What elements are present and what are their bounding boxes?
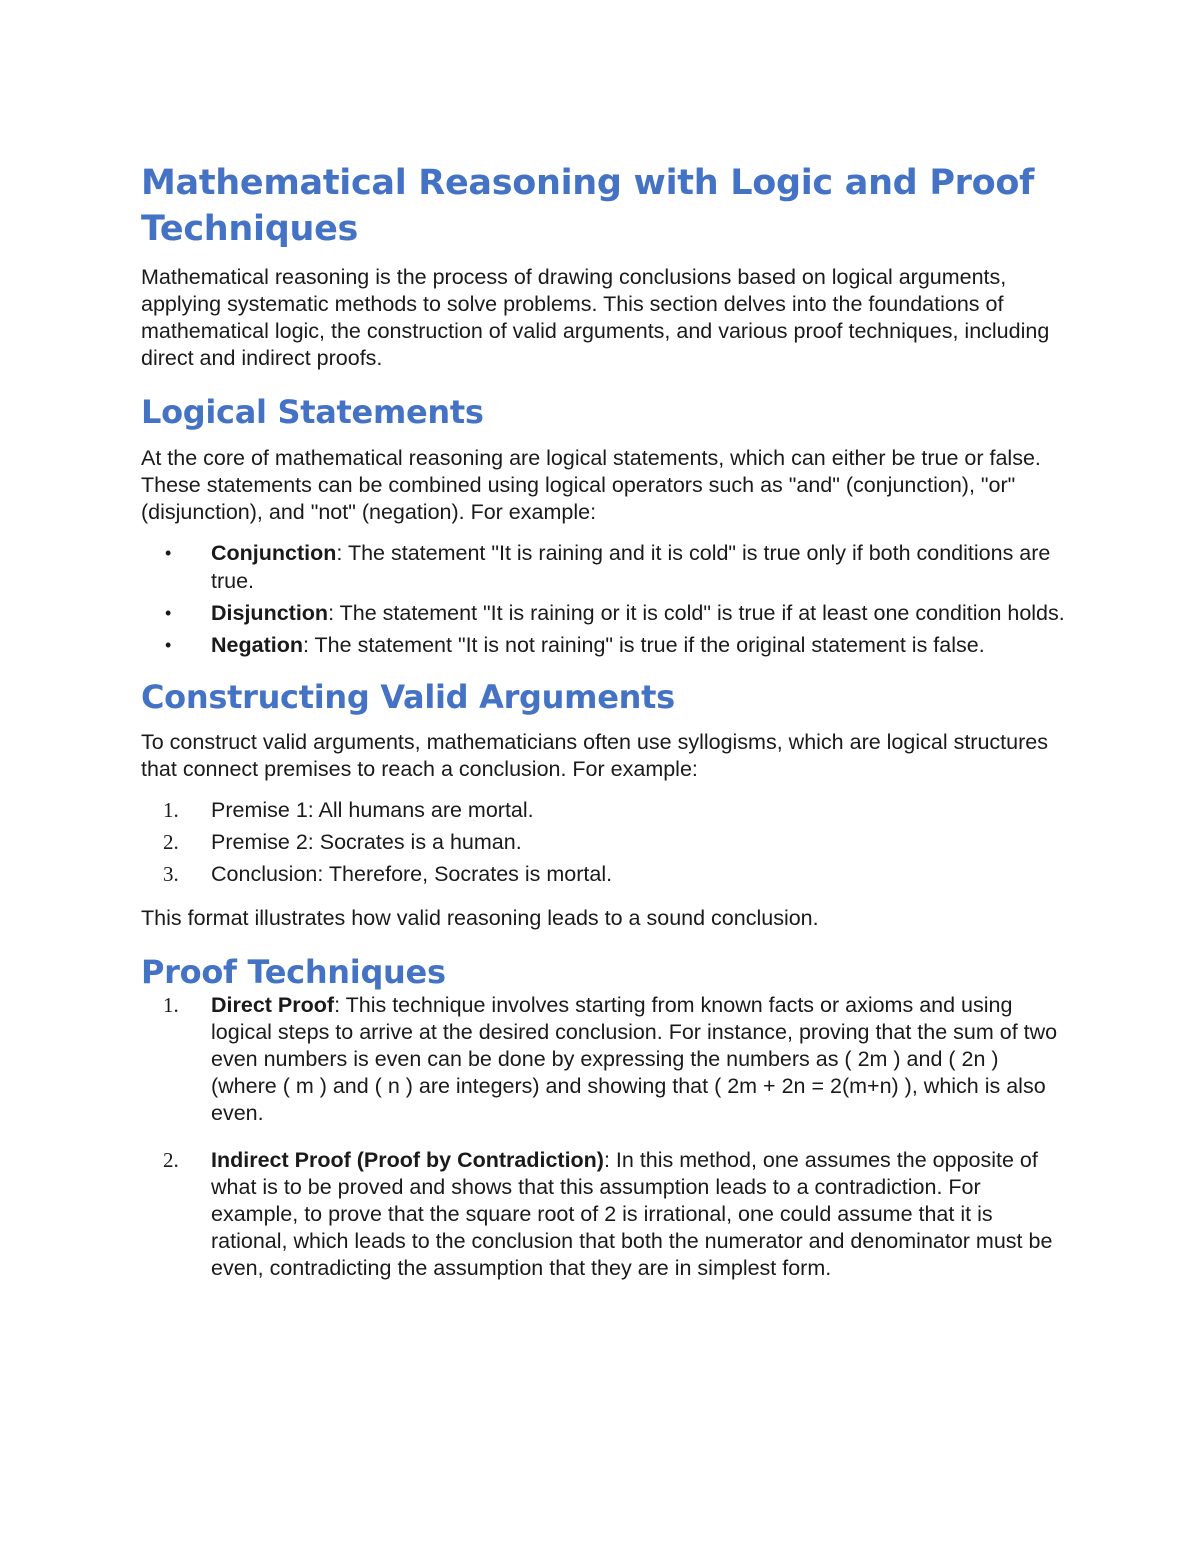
- valid-arguments-paragraph: To construct valid arguments, mathematicians often use syllogisms, which are logical structures that connect premises to reach a conclusion. For example:: [141, 730, 1048, 781]
- logical-statements-paragraph: At the core of mathematical reasoning are logical statements, which can either be true or false. These statements can be combined using logical operators such as "and" (conjunction), "or" (disjunction), and "not" (negation). For example:: [141, 446, 1041, 524]
- list-item-text: Conclusion: Therefore, Socrates is mortal.: [211, 862, 613, 886]
- syllogism-list: [141, 796, 1066, 888]
- list-item: [141, 992, 1066, 1127]
- proof-techniques-list: [141, 992, 1066, 1282]
- list-item-text: Premise 1: All humans are mortal.: [211, 798, 534, 822]
- section-heading-proof-techniques: Proof Techniques: [141, 953, 446, 991]
- list-item-term: Direct Proof: [211, 993, 335, 1017]
- list-item-text: : The statement "It is raining and it is cold" is true only if both conditions are true.: [211, 541, 1051, 593]
- list-number: 2.: [163, 830, 179, 854]
- section-heading-valid-arguments: Constructing Valid Arguments: [141, 678, 675, 716]
- list-item: [141, 539, 1066, 595]
- bullet-icon: •: [165, 635, 172, 655]
- list-number: 1.: [163, 993, 179, 1017]
- list-number: 1.: [163, 798, 179, 822]
- section-heading-logical-statements: Logical Statements: [141, 393, 484, 431]
- list-item-text: : In this method, one assumes the opposite of what is to be proved and shows that this assumption leads to a contradiction. For example, to prove that the square root of 2 is irrational, one could assume that it is rational, which leads to the conclusion that both the numerator and denominator must be even, contradicting the assumption that they are in simplest form.: [211, 1148, 1053, 1280]
- list-item: [141, 1147, 1066, 1282]
- list-item-term: Conjunction: [211, 541, 337, 565]
- list-item: [141, 828, 1066, 856]
- list-item: [141, 631, 1066, 659]
- bullet-icon: •: [165, 603, 172, 623]
- list-item-text: : This technique involves starting from known facts or axioms and using logical steps to arrive at the desired conclusion. For instance, proving that the sum of two even numbers is even can be done by expressing the numbers as ( 2m ) and ( 2n ) (where ( m ) and ( n ) are integers) and showing that ( 2m + 2n = 2(m+n) ), which is also even.: [211, 993, 1058, 1125]
- list-item: [141, 796, 1066, 824]
- list-item: [141, 860, 1066, 888]
- list-item-text: : The statement "It is raining or it is cold" is true if at least one condition holds.: [328, 601, 1065, 625]
- list-item-term: Disjunction: [211, 601, 329, 625]
- page-title: Mathematical Reasoning with Logic and Proof Techniques: [141, 163, 1035, 249]
- list-item-term: Negation: [211, 633, 303, 657]
- bullet-icon: •: [165, 543, 172, 563]
- intro-paragraph: Mathematical reasoning is the process of drawing conclusions based on logical arguments, applying systematic methods to solve problems. This section delves into the foundations of mathematical logic, the construction of valid arguments, and various proof techniques, including direct and indirect proofs.: [141, 265, 1050, 370]
- logical-operators-list: [141, 539, 1066, 659]
- list-item: [141, 599, 1066, 627]
- list-number: 3.: [163, 862, 179, 886]
- list-item-term: Indirect Proof (Proof by Contradiction): [211, 1148, 604, 1172]
- document-page: [141, 160, 1066, 1282]
- list-item-text: Premise 2: Socrates is a human.: [211, 830, 522, 854]
- list-number: 2.: [163, 1148, 179, 1172]
- arguments-closing-paragraph: This format illustrates how valid reasoning leads to a sound conclusion.: [141, 906, 819, 930]
- list-item-text: : The statement "It is not raining" is true if the original statement is false.: [302, 633, 985, 657]
